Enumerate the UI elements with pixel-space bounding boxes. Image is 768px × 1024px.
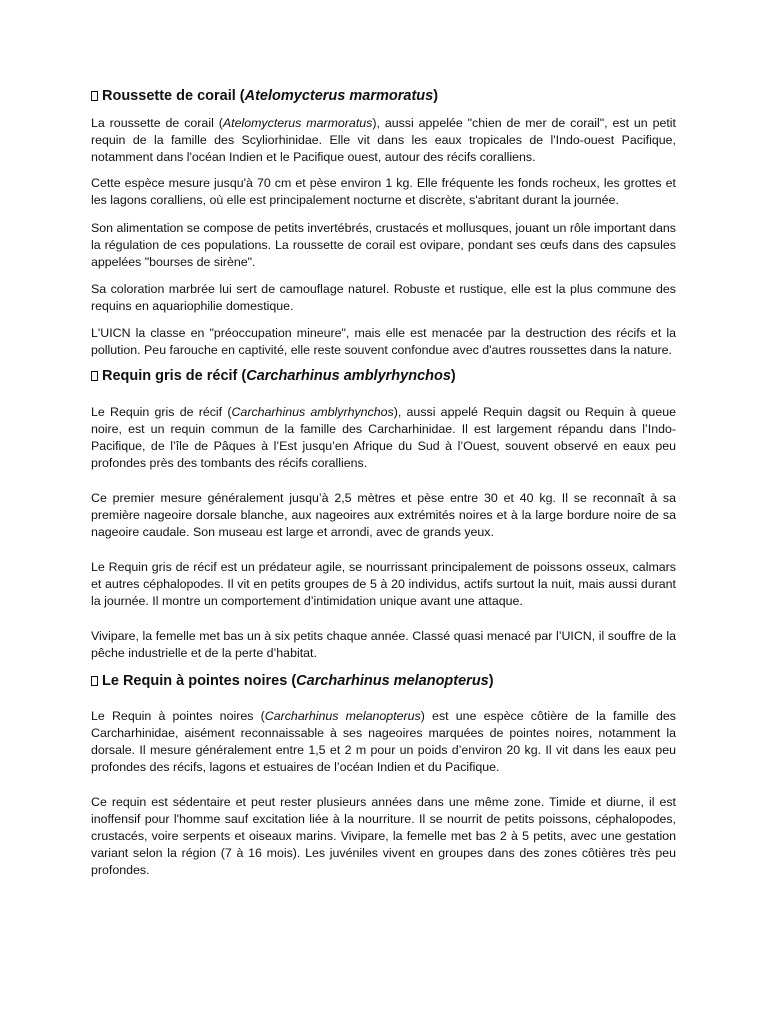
scientific-name: Carcharhinus amblyrhynchos [231, 405, 394, 419]
paragraph: Ce requin est sédentaire et peut rester plusieurs années dans une même zone. Timide et diurne, il est inoffensif pour l'homme sauf excitation liée à la nourriture. Il se nourrit de petits poissons, céphalopodes, crustacés, voire serpents et oiseaux marins. Vivipare, la femelle met bas 2 à 5 petits, avec une gestation variant selon la région (7 à 16 mois). Les juvéniles vivent en groupes dans des zones côtières très peu profondes. [91, 795, 676, 877]
section-heading [91, 368, 676, 385]
paragraph-text: ) est une espèce côtière de la famille des Carcharhinidae, aisément reconnaissable à ses nageoires marquées de pointes noires, notamment la dorsale. Il mesure généralement entre 1,5 et 2 m pour un poids d’environ 20 kg. Il vit dans les eaux peu profondes des récifs, lagons et estuaires de l’océan Indien et du Pacifique. [91, 709, 676, 774]
section-heading [91, 88, 676, 105]
section-requin-pointes-noires [91, 673, 676, 879]
paragraph [91, 115, 676, 166]
paragraph-text: La roussette de corail ( [91, 116, 223, 130]
heading-suffix: ) [450, 368, 456, 384]
scientific-name: Carcharhinus melanopterus [264, 709, 421, 723]
section-roussette [91, 88, 676, 359]
heading-suffix: ) [488, 673, 494, 689]
paragraph-text: ), aussi appelé Requin dagsit ou Requin à queue noire, est un requin commun de la famille des Carcharhinidae. Il est largement répandu dans l’Indo-Pacifique, de l’île de Pâques à l’Est jusqu’en Afrique du Sud à l’Ouest, souvent observé en eaux peu profondes près des tombants des récifs coralliens. [91, 405, 676, 470]
heading-suffix: ) [433, 88, 439, 104]
paragraph-text: Le Requin à pointes noires ( [91, 709, 265, 723]
paragraph-text: Le Requin gris de récif ( [91, 405, 232, 419]
heading-text: Requin gris de récif ( [102, 368, 247, 384]
paragraph: Vivipare, la femelle met bas un à six petits chaque année. Classé quasi menacé par l’UICN, il souffre de la pêche industrielle et de la perte d’habitat. [91, 629, 676, 660]
section-heading [91, 673, 676, 690]
heading-text: Le Requin à pointes noires ( [102, 673, 297, 689]
paragraph-text: ), aussi appelée "chien de mer de corail", est un petit requin de la famille des Scyliorhinidae. Elle vit dans les eaux tropicales de l'Indo-ouest Pacifique, notamment dans l'océan Indien et le Pacifique ouest, autour des récifs coralliens. [91, 116, 677, 164]
paragraph: Sa coloration marbrée lui sert de camouflage naturel. Robuste et rustique, elle est la plus commune des requins en aquariophilie domestique. [91, 282, 676, 313]
paragraph: Son alimentation se compose de petits invertébrés, crustacés et mollusques, jouant un rôle important dans la régulation de ces populations. La roussette de corail est ovipare, pondant ses œufs dans des capsules appelées "bourses de sirène". [91, 221, 676, 269]
heading-scientific-name: Atelomycterus marmoratus [244, 88, 434, 104]
document-page [91, 80, 676, 879]
heading-scientific-name: Carcharhinus amblyrhynchos [246, 368, 451, 384]
heading-scientific-name: Carcharhinus melanopterus [296, 673, 489, 689]
section-requin-gris [91, 368, 676, 662]
missing-glyph-icon [91, 91, 98, 101]
scientific-name: Atelomycterus marmoratus [222, 116, 373, 130]
paragraph [91, 404, 676, 472]
paragraph: Ce premier mesure généralement jusqu’à 2,5 mètres et pèse entre 30 et 40 kg. Il se reconnaît à sa première nageoire dorsale blanche, aux nageoires aux extrémités noires et à la large bordure noire de sa nageoire caudale. Son museau est large et arrondi, avec de grands yeux. [91, 491, 676, 539]
paragraph: Le Requin gris de récif est un prédateur agile, se nourrissant principalement de poissons osseux, calmars et autres céphalopodes. Il vit en petits groupes de 5 à 20 individus, actifs surtout la nuit, mais aussi durant la journée. Il montre un comportement d’intimidation unique avant une attaque. [91, 560, 676, 608]
missing-glyph-icon [91, 371, 98, 381]
paragraph [91, 708, 676, 776]
paragraph: L'UICN la classe en "préoccupation mineure", mais elle est menacée par la destruction des récifs et la pollution. Peu farouche en captivité, elle reste souvent confondue avec d'autres roussettes dans la nature. [91, 326, 676, 357]
heading-text: Roussette de corail ( [102, 88, 245, 104]
paragraph: Cette espèce mesure jusqu'à 70 cm et pèse environ 1 kg. Elle fréquente les fonds rocheux, les grottes et les lagons coralliens, où elle est principalement nocturne et discrète, s'abritant durant la journée. [91, 176, 676, 207]
missing-glyph-icon [91, 676, 98, 686]
